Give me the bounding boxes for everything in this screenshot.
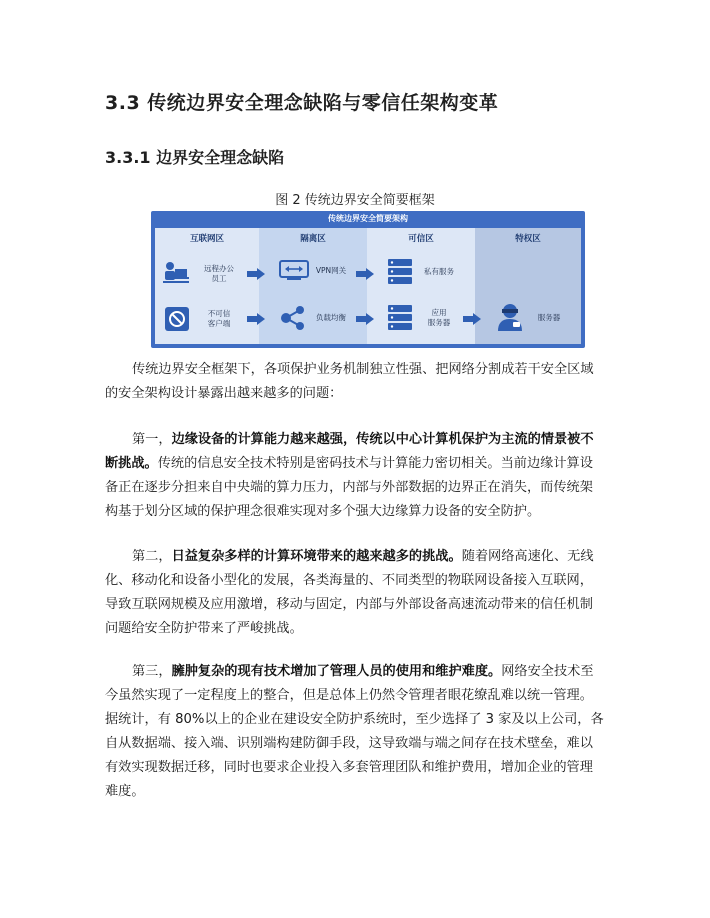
p3-lead: 第三， [132,664,172,679]
untrusted-client-label: 不可信 客户端 [207,309,231,328]
paragraph-2 [105,545,605,641]
p2-rest: 随着网络高速化、无线化、移动化和设备小型化的发展，各类海量的、不同类型的物联网设备接入互联网，导致互联网规模及应用激增，移动与固定，内部与外部设备高速流动带来的信任机制问题给安全防护带来了严峻挑战。 [105,549,594,636]
arrow-right-icon [247,313,265,325]
diagram-title: 传统边界安全简要架构 [328,214,408,223]
app-server-icon [387,304,413,332]
p2-bold: 日益复杂多样的计算环境带来的越来越多的挑战。 [171,549,462,564]
paragraph-1 [105,428,605,524]
paragraph-3 [105,660,605,804]
vpn-gateway-label: VPN网关 [315,266,347,275]
privileged-user-icon [495,302,525,332]
p2-lead: 第二， [132,549,172,564]
section-title: 3.3 传统边界安全理念缺陷与零信任架构变革 [105,92,499,114]
zone-isolation [259,228,367,344]
p3-rest: 网络安全技术至今虽然实现了一定程度上的整合，但是总体上仍然令管理者眼花缭乱难以统一管理。据统计，有 80%以上的企业在建设安全防护系统时，至少选择了 3 家及以上公司，各自从数据端、接入端、识别端构建防御手段，这导致端与端之间存在技术壁垒，难以有效实现数据迁移，同时也要求企业投入多套管理团队和维护费用，增加企业的管理难度。 [105,664,604,799]
arrow-right-icon [356,313,374,325]
vpn-gateway-icon [279,260,309,282]
app-server-label: 应用 服务器 [427,308,451,327]
arrow-right-icon [356,268,374,280]
architecture-diagram [151,211,585,348]
load-balancer-icon [279,305,307,331]
load-balancer-label: 负载均衡 [316,313,346,322]
zone-label-trusted: 可信区 [408,234,434,244]
paragraph-intro: 传统边界安全框架下，各项保护业务机制独立性强、把网络分割成若干安全区域的安全架构设计暴露出越来越多的问题： [105,362,594,401]
remote-worker-label: 远程办公 员工 [204,264,234,283]
subsection-title: 3.3.1 边界安全理念缺陷 [105,148,285,167]
p3-bold: 臃肿复杂的现有技术增加了管理人员的使用和维护难度。 [171,664,502,679]
arrow-right-icon [463,313,481,325]
p1-lead: 第一， [132,432,172,447]
private-service-label: 私有服务 [424,267,454,276]
p1-rest: 传统的信息安全技术特别是密码技术与计算能力密切相关。当前边缘计算设备正在逐步分担来自中央端的算力压力，内部与外部数据的边界正在消失，而传统架构基于划分区域的保护理念很难实现对多个强大边缘算力设备的安全防护。 [105,456,593,519]
remote-worker-icon [161,261,191,285]
zone-label-privileged: 特权区 [515,234,541,244]
arrow-right-icon [247,268,265,280]
figure-caption: 图 2 传统边界安全简要框架 [275,193,435,208]
zone-label-internet: 互联网区 [189,234,224,244]
untrusted-client-icon [164,306,190,332]
zone-privileged [475,228,581,344]
zone-label-isolation: 隔离区 [300,234,326,244]
private-service-icon [387,258,413,286]
server-label: 服务器 [537,313,561,322]
p1-bold: 边缘设备的计算能力越来越强，传统以中心计算机保护为主流的情景被不断挑战。 [105,432,594,471]
